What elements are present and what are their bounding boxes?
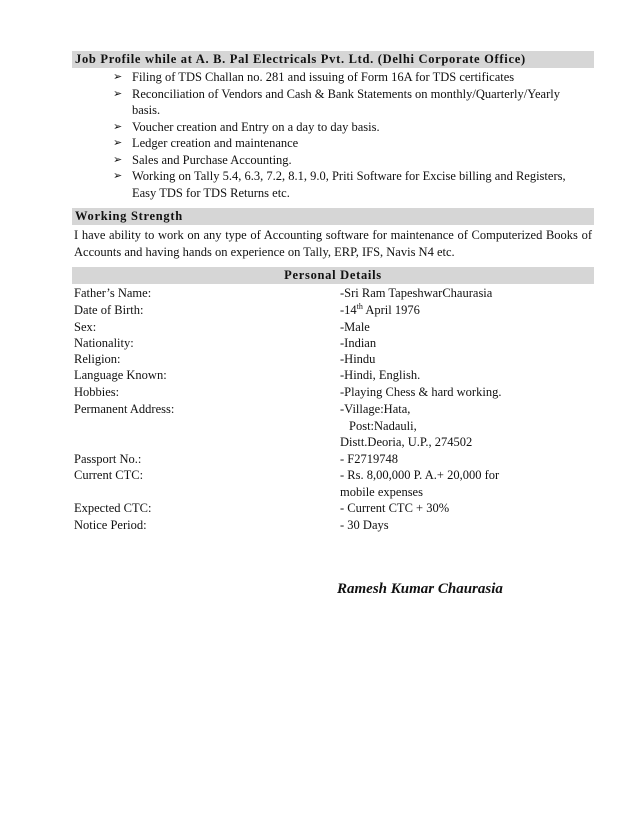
field-label: Father’s Name: xyxy=(74,286,152,300)
arrow-bullet-icon: ➢ xyxy=(113,71,123,83)
field-label: Hobbies: xyxy=(74,385,120,399)
job-profile-list xyxy=(113,69,573,201)
list-item: ➢ Working on Tally 5.4, 6.3, 7.2, 8.1, 9.0, Priti Software for Excise billing and Registers, Easy TDS for TDS Returns etc. xyxy=(113,169,566,200)
arrow-bullet-icon: ➢ xyxy=(113,120,123,133)
field-value: -14th April 1976 xyxy=(340,301,420,317)
field-value: -Male xyxy=(340,320,370,334)
signature-name: Ramesh Kumar Chaurasia xyxy=(337,581,503,597)
job-profile-heading: Job Profile while at A. B. Pal Electricals Pvt. Ltd. (Delhi Corporate Office) xyxy=(72,51,594,68)
field-value: -Playing Chess & hard working. xyxy=(340,385,502,399)
list-item: ➢ Voucher creation and Entry on a day to day basis. xyxy=(113,119,380,134)
field-label: Permanent Address: xyxy=(74,402,175,416)
field-value: -Hindu xyxy=(340,352,376,366)
working-strength-heading: Working Strength xyxy=(72,208,594,225)
arrow-bullet-icon: ➢ xyxy=(113,170,123,182)
field-label: Passport No.: xyxy=(74,452,142,466)
field-label: Date of Birth: xyxy=(74,303,144,317)
list-item: ➢ Ledger creation and maintenance xyxy=(113,136,299,150)
field-label: Notice Period: xyxy=(74,518,147,532)
personal-details-heading: Personal Details xyxy=(72,267,594,284)
field-label: Sex: xyxy=(74,320,97,334)
arrow-bullet-icon: ➢ xyxy=(113,137,123,149)
working-strength-text: I have ability to work on any type of Accounting software for maintenance of Computerized Books of Accounts and having hands on experience on Tally, ERP, IFS, Navis N4 etc. xyxy=(74,228,592,259)
field-value: - 30 Days xyxy=(340,518,389,532)
field-label: Expected CTC: xyxy=(74,501,152,515)
arrow-bullet-icon: ➢ xyxy=(113,87,123,100)
field-value: -Indian xyxy=(340,336,377,350)
field-value: -Hindi, English. xyxy=(340,368,421,382)
list-item: ➢ Reconciliation of Vendors and Cash & Bank Statements on monthly/Quarterly/Yearly basis. xyxy=(113,86,560,117)
field-value: - Rs. 8,00,000 P. A.+ 20,000 for mobile expenses xyxy=(340,468,500,499)
field-value: -Village:Hata, Post:Nadauli, Distt.Deoria, U.P., 274502 xyxy=(340,402,473,449)
list-item: ➢ Filing of TDS Challan no. 281 and issuing of Form 16A for TDS certificates xyxy=(113,70,515,84)
arrow-bullet-icon: ➢ xyxy=(113,153,123,166)
field-label: Religion: xyxy=(74,352,121,366)
field-label: Language Known: xyxy=(74,368,167,382)
list-item: ➢ Sales and Purchase Accounting. xyxy=(113,152,292,167)
field-value: - F2719748 xyxy=(340,452,398,466)
field-label: Nationality: xyxy=(74,336,134,350)
field-value: - Current CTC + 30% xyxy=(340,501,450,515)
field-label: Current CTC: xyxy=(74,468,144,482)
field-value: -Sri Ram TapeshwarChaurasia xyxy=(340,286,493,300)
